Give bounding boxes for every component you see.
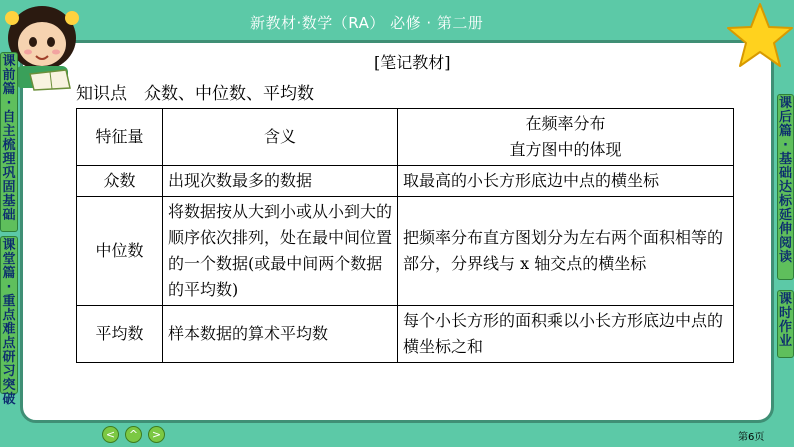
prev-page-button[interactable]: < xyxy=(102,426,119,443)
nav-tab-preclass[interactable] xyxy=(0,52,18,232)
table-row xyxy=(77,166,734,197)
table-header-row xyxy=(77,109,734,166)
row-median-name: 中位数 xyxy=(77,197,163,306)
nav-tab-afterclass-label: 课后篇·基础达标延伸阅读 xyxy=(778,96,792,265)
header-histogram xyxy=(398,109,734,166)
table-row xyxy=(77,197,734,306)
page-number: 第6页 xyxy=(738,432,765,443)
row-mean-name: 平均数 xyxy=(77,306,163,363)
row-median-histogram: 把频率分布直方图划分为左右两个面积相等的部分，分界线与 x 轴交点的横坐标 xyxy=(398,197,734,306)
row-mean-meaning: 样本数据的算术平均数 xyxy=(163,306,398,363)
table-row xyxy=(77,306,734,363)
row-mode-histogram: 取最高的小长方形底边中点的横坐标 xyxy=(398,166,734,197)
header-histogram-line1: 在频率分布 xyxy=(525,114,606,133)
row-mode-meaning: 出现次数最多的数据 xyxy=(163,166,398,197)
nav-tab-inclass-label: 课堂篇·重点难点研习突破 xyxy=(2,238,16,407)
row-mean-histogram: 每个小长方形的面积乘以小长方形底边中点的横坐标之和 xyxy=(398,306,734,363)
home-up-button[interactable]: ^ xyxy=(125,426,142,443)
header-histogram-line2: 直方图中的体现 xyxy=(509,140,622,159)
row-median-meaning: 将数据按从大到小或从小到大的顺序依次排列，处在最中间位置的一个数据(或最中间两个数据的平均数) xyxy=(163,197,398,306)
feature-table xyxy=(76,108,734,363)
star-icon xyxy=(722,0,794,70)
row-mode-name: 众数 xyxy=(77,166,163,197)
nav-tab-homework[interactable] xyxy=(777,290,794,358)
header-meaning: 含义 xyxy=(163,109,398,166)
nav-tab-inclass[interactable] xyxy=(0,236,18,407)
header-feature: 特征量 xyxy=(77,109,163,166)
nav-tab-homework-label: 课时作业 xyxy=(778,292,792,349)
nav-tab-afterclass[interactable] xyxy=(777,94,794,280)
knowledge-point-title: 知识点 众数、中位数、平均数 xyxy=(76,84,314,104)
notebook-label: [笔记教材] xyxy=(374,53,451,72)
header-title: 新教材·数学（RA） 必修 · 第二册 xyxy=(250,14,484,32)
nav-tab-preclass-label: 课前篇·自主梳理巩固基础 xyxy=(2,54,16,223)
next-page-button[interactable]: > xyxy=(148,426,165,443)
